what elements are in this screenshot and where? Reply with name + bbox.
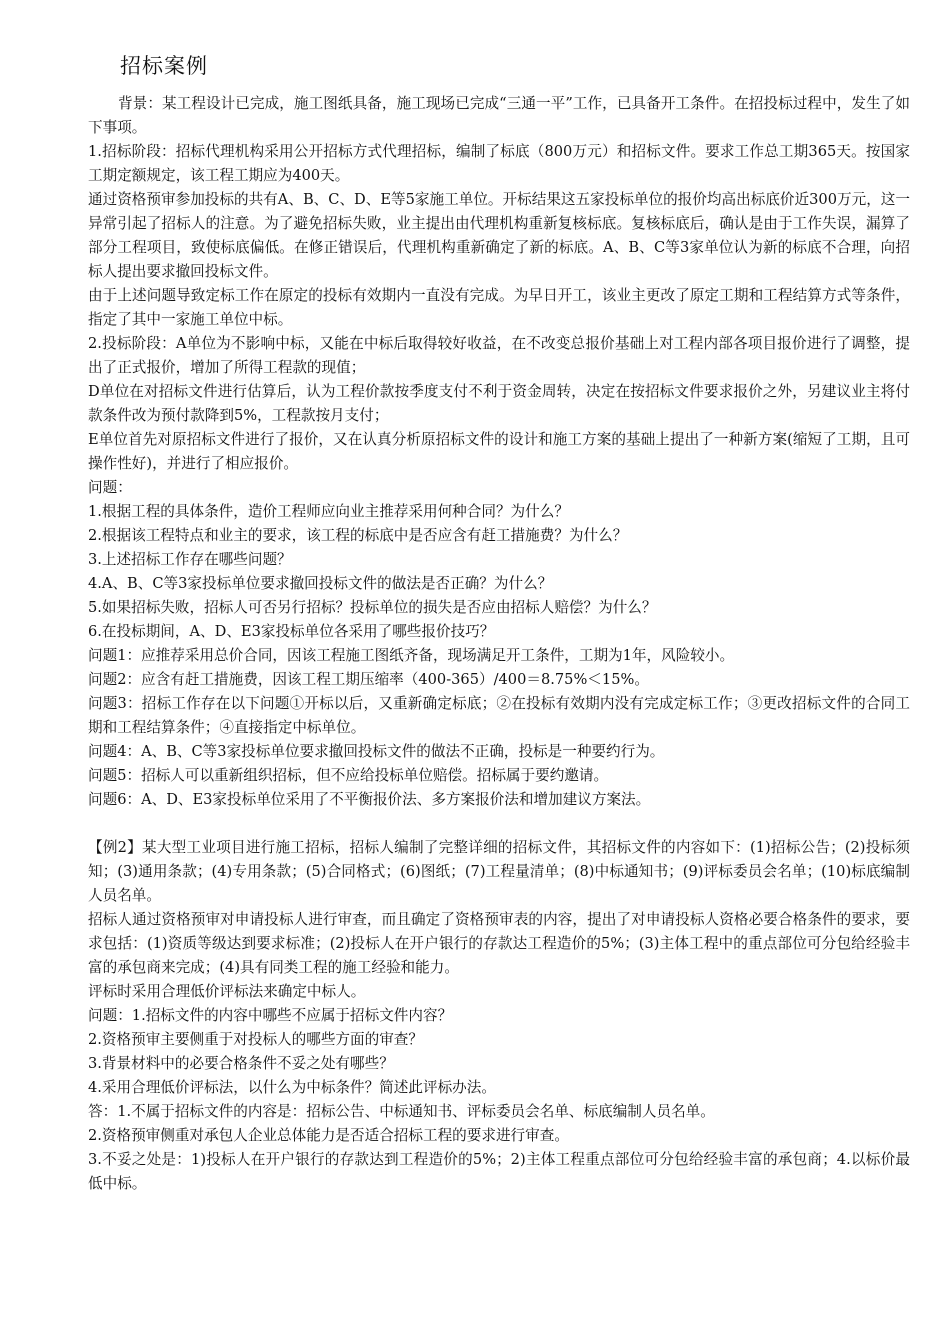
case1-answer: 问题4：A、B、C等3家投标单位要求撤回投标文件的做法不正确，投标是一种要约行为。	[88, 743, 665, 760]
case1-question: 6.在投标期间，A、D、E3家投标单位各采用了哪些报价技巧？	[88, 623, 495, 640]
case1-answer: 问题2：应含有赶工措施费，因该工程工期压缩率（400-365）/400＝8.75%＜15%。	[88, 671, 649, 688]
case1-paragraph: 由于上述问题导致定标工作在原定的投标有效期内一直没有完成。为早日开工，该业主更改了原定工期和工程结算方式等条件，指定了其中一家施工单位中标。	[88, 287, 910, 328]
case1-paragraph: 1.招标阶段：招标代理机构采用公开招标方式代理招标，编制了标底（800万元）和招标文件。要求工作总工期365天。按国家工期定额规定，该工程工期应为400天。	[88, 143, 910, 184]
document-title: 招标案例	[120, 54, 208, 78]
case2-intro: 【例2】某大型工业项目进行施工招标，招标人编制了完整详细的招标文件，其招标文件的内容如下：(1)招标公告；(2)投标须知；(3)通用条款；(4)专用条款；(5)合同格式；(6)图纸；(7)工程量清单；(8)中标通知书；(9)评标委员会名单；(10)标底编制人员名单。	[88, 839, 910, 904]
case1-questions-label: 问题：	[88, 479, 132, 496]
case2-paragraph: 评标时采用合理低价评标法来确定中标人。	[88, 983, 366, 1000]
case1-answer: 问题6：A、D、E3家投标单位采用了不平衡报价法、多方案报价法和增加建议方案法。	[88, 791, 651, 808]
case1-answer: 问题5：招标人可以重新组织招标，但不应给投标单位赔偿。招标属于要约邀请。	[88, 767, 609, 784]
case1-background: 背景：某工程设计已完成，施工图纸具备，施工现场已完成“三通一平”工作，已具备开工条件。在招投标过程中，发生了如下事项。	[88, 95, 910, 136]
case1-question: 4.A、B、C等3家投标单位要求撤回投标文件的做法是否正确？为什么？	[88, 575, 553, 592]
case1-paragraph: D单位在对招标文件进行估算后，认为工程价款按季度支付不利于资金周转，决定在按招标文件要求报价之外，另建议业主将付款条件改为预付款降到5%，工程款按月支付；	[88, 383, 910, 424]
case1-question: 2.根据该工程特点和业主的要求，该工程的标底中是否应含有赶工措施费？为什么？	[88, 527, 628, 544]
case1-answer: 问题3：招标工作存在以下问题①开标以后，又重新确定标底；②在投标有效期内没有完成定标工作；③更改招标文件的合同工期和工程结算条件；④直接指定中标单位。	[88, 695, 910, 736]
case2-question: 3.背景材料中的必要合格条件不妥之处有哪些？	[88, 1055, 394, 1072]
case1-paragraph: E单位首先对原招标文件进行了报价，又在认真分析原招标文件的设计和施工方案的基础上提出了一种新方案(缩短了工期，且可操作性好)，并进行了相应报价。	[88, 431, 910, 472]
case1-answer: 问题1：应推荐采用总价合同，因该工程施工图纸齐备，现场满足开工条件，工期为1年，风险较小。	[88, 647, 735, 664]
case1-question: 1.根据工程的具体条件，造价工程师应向业主推荐采用何种合同？为什么？	[88, 503, 569, 520]
case1-question: 5.如果招标失败，招标人可否另行招标？投标单位的损失是否应由招标人赔偿？为什么？	[88, 599, 657, 616]
case2-question: 问题：1.招标文件的内容中哪些不应属于招标文件内容？	[88, 1007, 453, 1024]
case2-answer: 3.不妥之处是：1)投标人在开户银行的存款达到工程造价的5%；2)主体工程重点部位可分包给经验丰富的承包商；4.以标价最低中标。	[88, 1151, 910, 1192]
case2-question: 4.采用合理低价评标法，以什么为中标条件？简述此评标办法。	[88, 1079, 496, 1096]
case1-paragraph: 通过资格预审参加投标的共有A、B、C、D、E等5家施工单位。开标结果这五家投标单位的报价均高出标底价近300万元，这一异常引起了招标人的注意。为了避免招标失败，业主提出由代理机构重新复核标底。复核标底后，确认是由于工作失误，漏算了部分工程项目，致使标底偏低。在修正错误后，代理机构重新确定了新的标底。A、B、C等3家单位认为新的标底不合理，向招标人提出要求撤回投标文件。	[88, 191, 910, 280]
case1-question: 3.上述招标工作存在哪些问题？	[88, 551, 292, 568]
case2-question: 2.资格预审主要侧重于对投标人的哪些方面的审查？	[88, 1031, 423, 1048]
document-page	[88, 48, 910, 1196]
case1-paragraph: 2.投标阶段：A单位为不影响中标，又能在中标后取得较好收益，在不改变总报价基础上对工程内部各项目报价进行了调整，提出了正式报价，增加了所得工程款的现值；	[88, 335, 910, 376]
case2-paragraph: 招标人通过资格预审对申请投标人进行审查，而且确定了资格预审表的内容，提出了对申请投标人资格必要合格条件的要求，要求包括：(1)资质等级达到要求标准；(2)投标人在开户银行的存款达工程造价的5%；(3)主体工程中的重点部位可分包给经验丰富的承包商来完成；(4)具有同类工程的施工经验和能力。	[88, 911, 910, 976]
case2-answer: 2.资格预审侧重对承包人企业总体能力是否适合招标工程的要求进行审查。	[88, 1127, 569, 1144]
section-spacer	[88, 812, 910, 836]
case2-answer: 答：1.不属于招标文件的内容是：招标公告、中标通知书、评标委员会名单、标底编制人员名单。	[88, 1103, 715, 1120]
